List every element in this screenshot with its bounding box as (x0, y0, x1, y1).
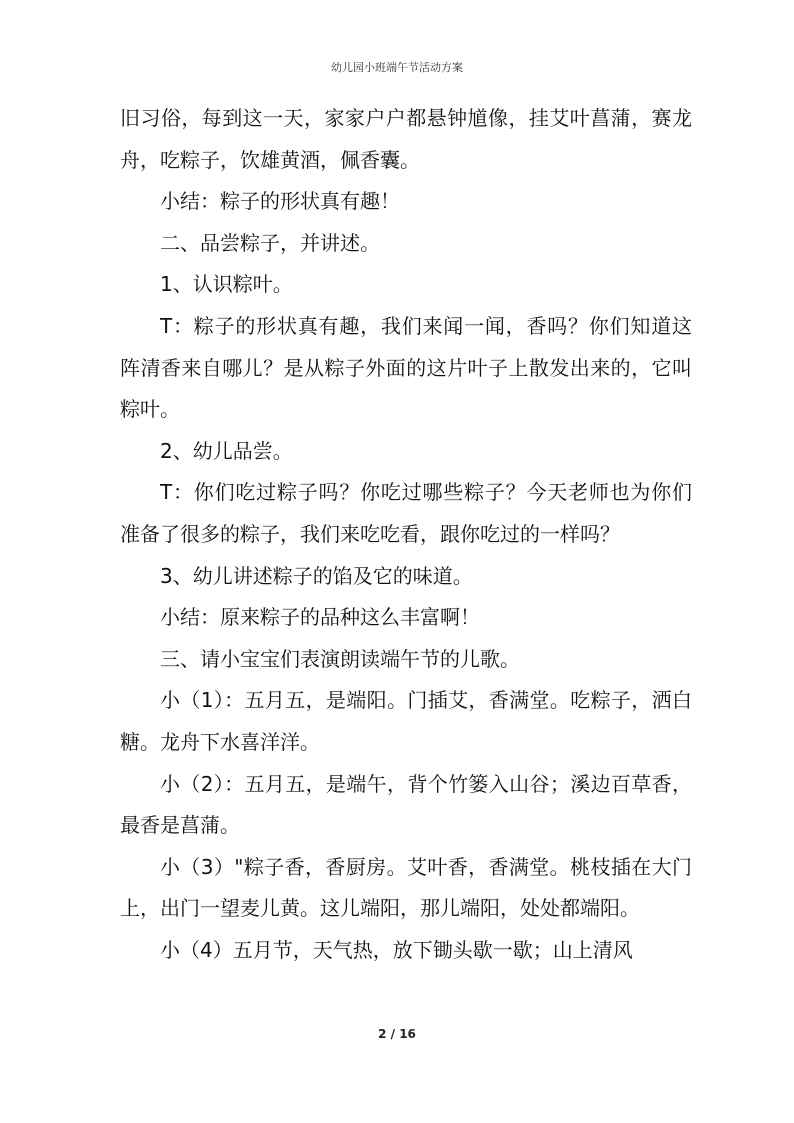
paragraph-6: 2、幼儿品尝。 (160, 438, 293, 463)
paragraph-5: T：粽子的形状真有趣，我们来闻一闻，香吗？你们知道这阵清香来自哪儿？是从粽子外面的这片叶子上散发出来的，它叫粽叶。 (120, 313, 692, 422)
paragraph-7: T：你们吃过粽子吗？你吃过哪些粽子？今天老师也为你们准备了很多的粽子，我们来吃吃看，跟你吃过的一样吗？ (120, 480, 692, 546)
page-current: 2 (378, 1027, 387, 1041)
paragraph-2: 小结：粽子的形状真有趣！ (160, 189, 400, 214)
paragraph-1: 旧习俗，每到这一天，家家户户都悬钟馗像，挂艾叶菖蒲，赛龙舟，吃粽子，饮雄黄酒，佩香囊。 (120, 106, 692, 172)
page-separator: / (386, 1027, 400, 1041)
document-body (120, 98, 692, 971)
page-number (0, 1026, 794, 1042)
document-title: 幼儿园小班端午节活动方案 (331, 61, 463, 74)
paragraph-13: 小（3）"粽子香，香厨房。艾叶香，香满堂。桃枝插在大门上，出门一望麦儿黄。这儿端阳，那儿端阳，处处都端阳。 (120, 854, 692, 921)
page-total: 16 (399, 1027, 416, 1041)
paragraph-12: 小（2）：五月五，是端午，背个竹篓入山谷；溪边百草香，最香是菖蒲。 (120, 771, 692, 838)
paragraph-14: 小（4）五月节，天气热，放下锄头歇一歇；山上清风 (160, 937, 633, 962)
page-header (0, 60, 794, 76)
paragraph-4: 1、认识粽叶。 (160, 272, 293, 297)
paragraph-9: 小结：原来粽子的品种这么丰富啊！ (160, 605, 480, 630)
paragraph-8: 3、幼儿讲述粽子的馅及它的味道。 (160, 563, 473, 588)
paragraph-11: 小（1）：五月五，是端阳。门插艾，香满堂。吃粽子，洒白糖。龙舟下水喜洋洋。 (120, 688, 692, 754)
paragraph-10: 三、请小宝宝们表演朗读端午节的儿歌。 (160, 646, 520, 671)
paragraph-3: 二、品尝粽子，并讲述。 (160, 230, 380, 255)
